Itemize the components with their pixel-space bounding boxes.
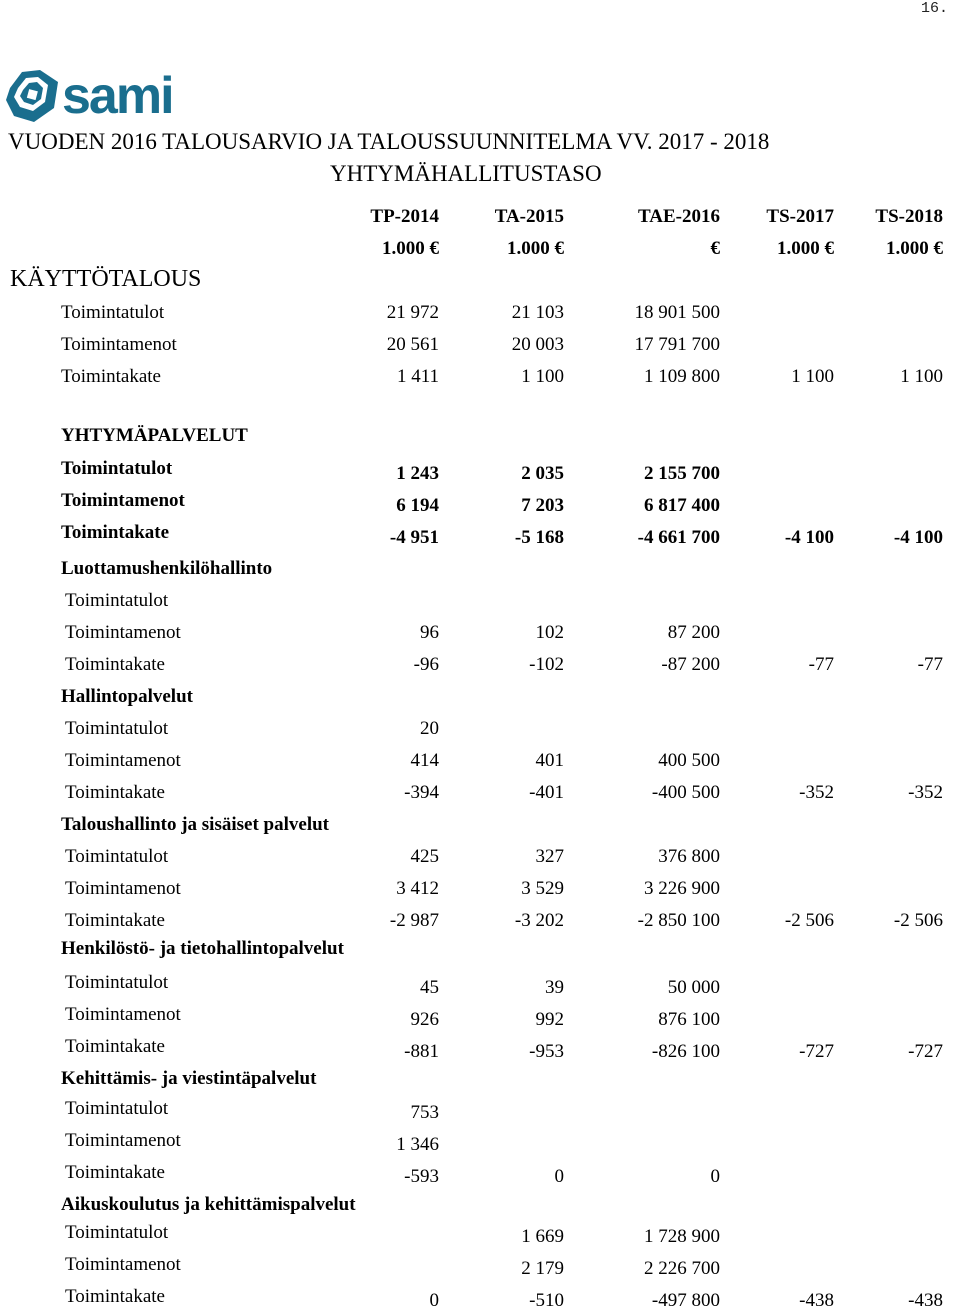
table-cell: -77	[808, 654, 834, 675]
table-cell: 753	[410, 1102, 439, 1123]
group-heading: YHTYMÄPALVELUT	[61, 425, 248, 446]
table-row	[0, 590, 960, 618]
page-number: 16.	[920, 0, 948, 17]
table-cell: -826 100	[651, 1041, 720, 1062]
logo-wordmark: sami	[62, 67, 173, 124]
table-cell: 17 791 700	[634, 334, 720, 355]
row-label: Toimintakate	[65, 1286, 165, 1307]
table-row	[0, 1222, 960, 1250]
table-cell: 376 800	[658, 846, 720, 867]
section-heading: KÄYTTÖTALOUS	[10, 266, 202, 292]
unit-label: 1.000 €	[382, 238, 439, 259]
table-cell: -953	[529, 1041, 564, 1062]
row-label: Toimintatulot	[65, 718, 169, 739]
row-label: Toimintakate	[65, 782, 165, 803]
table-row	[0, 654, 960, 682]
table-cell: -4 100	[784, 527, 834, 548]
row-label: Toimintatulot	[61, 458, 173, 479]
table-cell: 7 203	[521, 495, 564, 516]
group-heading: Luottamushenkilöhallinto	[61, 558, 273, 579]
table-cell: 1 109 800	[644, 366, 720, 387]
row-label: Toimintamenot	[65, 750, 181, 771]
row-label: Toimintakate	[65, 654, 165, 675]
row-label: Toimintakate	[65, 1036, 165, 1057]
row-label: Toimintatulot	[65, 590, 169, 611]
table-cell: 0	[554, 1166, 564, 1187]
group-heading-row	[0, 1194, 960, 1222]
row-label: Toimintakate	[61, 522, 170, 543]
row-label: Toimintamenot	[61, 490, 185, 511]
table-row	[0, 972, 960, 1000]
table-row	[0, 1004, 960, 1032]
group-heading: Taloushallinto ja sisäiset palvelut	[61, 814, 329, 835]
group-heading-row	[0, 938, 960, 966]
column-header: TAE-2016	[638, 206, 720, 227]
table-cell: 1 346	[396, 1134, 439, 1155]
table-cell: 1 669	[521, 1226, 564, 1247]
table-row	[0, 846, 960, 874]
table-cell: 1 100	[791, 366, 834, 387]
table-cell: 50 000	[667, 977, 720, 998]
page-title	[8, 126, 908, 190]
table-row	[0, 718, 960, 746]
unit-label: 1.000 €	[886, 238, 943, 259]
group-heading-row	[0, 425, 960, 453]
table-row	[0, 1130, 960, 1158]
table-row	[0, 878, 960, 906]
row-label: Toimintatulot	[61, 302, 165, 323]
row-label: Toimintakate	[65, 1162, 165, 1183]
table-cell: 992	[535, 1009, 564, 1030]
table-cell: -438	[799, 1290, 834, 1311]
group-heading: Henkilöstö- ja tietohallintopalvelut	[61, 938, 344, 959]
table-row	[0, 1036, 960, 1064]
table-cell: 1 411	[396, 366, 439, 387]
table-cell: -2 850 100	[637, 910, 720, 931]
table-cell: 2 226 700	[644, 1258, 720, 1279]
table-row	[0, 1098, 960, 1126]
table-cell: -593	[404, 1166, 439, 1187]
table-cell: 20	[420, 718, 439, 739]
table-cell: 21 103	[511, 302, 564, 323]
table-cell: 3 226 900	[644, 878, 720, 899]
row-label: Toimintamenot	[65, 878, 181, 899]
table-cell: 2 179	[521, 1258, 564, 1279]
group-heading: Hallintopalvelut	[61, 686, 193, 707]
table-cell: -102	[529, 654, 564, 675]
table-cell: -727	[908, 1041, 943, 1062]
unit-label: €	[710, 238, 720, 259]
table-row	[0, 750, 960, 778]
table-cell: 6 817 400	[644, 495, 720, 516]
table-cell: -4 951	[389, 527, 439, 548]
column-header-row	[0, 206, 960, 234]
table-row	[0, 782, 960, 810]
row-label: Toimintatulot	[65, 1098, 169, 1119]
unit-label: 1.000 €	[507, 238, 564, 259]
table-cell: 20 561	[386, 334, 439, 355]
table-row	[0, 458, 960, 486]
table-cell: 18 901 500	[634, 302, 720, 323]
row-label: Toimintakate	[61, 366, 161, 387]
row-label: Toimintakate	[65, 910, 165, 931]
sami-logo	[4, 66, 209, 124]
row-label: Toimintatulot	[65, 846, 169, 867]
table-cell: 20 003	[511, 334, 564, 355]
table-cell: -401	[529, 782, 564, 803]
table-cell: 102	[535, 622, 564, 643]
table-cell: -727	[799, 1041, 834, 1062]
group-heading-row	[0, 1068, 960, 1096]
table-cell: 39	[545, 977, 564, 998]
table-cell: -400 500	[651, 782, 720, 803]
table-row	[0, 490, 960, 518]
column-header: TA-2015	[494, 206, 564, 227]
table-cell: -96	[413, 654, 439, 675]
row-label: Toimintatulot	[65, 1222, 169, 1243]
table-cell: 87 200	[667, 622, 720, 643]
table-cell: 425	[410, 846, 439, 867]
table-row	[0, 910, 960, 938]
table-cell: 876 100	[658, 1009, 720, 1030]
column-header: TP-2014	[370, 206, 439, 227]
table-cell: 3 529	[521, 878, 564, 899]
table-cell: -881	[404, 1041, 439, 1062]
table-cell: -352	[799, 782, 834, 803]
row-label: Toimintamenot	[65, 1254, 181, 1275]
row-label: Toimintamenot	[65, 622, 181, 643]
table-cell: -87 200	[661, 654, 720, 675]
table-cell: -3 202	[514, 910, 564, 931]
table-row	[0, 302, 960, 330]
table-cell: -438	[908, 1290, 943, 1311]
row-label: Toimintatulot	[65, 972, 169, 993]
table-cell: 327	[535, 846, 564, 867]
table-cell: 401	[535, 750, 564, 771]
table-cell: 1 100	[900, 366, 943, 387]
group-heading-row	[0, 814, 960, 842]
table-row	[0, 1254, 960, 1282]
section-heading-row	[0, 266, 960, 294]
table-cell: -5 168	[514, 527, 564, 548]
table-row	[0, 622, 960, 650]
title-line-2: YHTYMÄHALLITUSTASO	[330, 161, 602, 186]
table-cell: 1 243	[396, 463, 439, 484]
column-header: TS-2017	[766, 206, 834, 227]
title-line-1: VUODEN 2016 TALOUSARVIO JA TALOUSSUUNNITELMA VV. 2017 - 2018	[8, 129, 770, 154]
unit-row	[0, 238, 960, 266]
table-cell: -352	[908, 782, 943, 803]
table-cell: 2 035	[521, 463, 564, 484]
table-row	[0, 522, 960, 550]
table-cell: 21 972	[386, 302, 439, 323]
table-cell: -4 661 700	[637, 527, 720, 548]
logo-emblem-icon	[6, 70, 58, 122]
table-cell: 96	[420, 622, 439, 643]
row-label: Toimintamenot	[65, 1004, 181, 1025]
table-cell: -497 800	[651, 1290, 720, 1311]
group-heading: Kehittämis- ja viestintäpalvelut	[61, 1068, 317, 1089]
group-heading-row	[0, 686, 960, 714]
table-cell: 400 500	[658, 750, 720, 771]
table-cell: -77	[917, 654, 943, 675]
table-cell: 2 155 700	[644, 463, 720, 484]
table-cell: -2 506	[784, 910, 834, 931]
table-cell: -2 506	[893, 910, 943, 931]
group-heading: Aikuskoulutus ja kehittämispalvelut	[61, 1194, 356, 1215]
table-row	[0, 366, 960, 394]
table-cell: -394	[404, 782, 439, 803]
table-cell: 6 194	[396, 495, 439, 516]
table-row	[0, 1162, 960, 1190]
table-cell: -2 987	[389, 910, 439, 931]
table-cell: 0	[710, 1166, 720, 1187]
column-header: TS-2018	[875, 206, 943, 227]
table-cell: -510	[529, 1290, 564, 1311]
row-label: Toimintamenot	[65, 1130, 181, 1151]
table-cell: 45	[420, 977, 439, 998]
unit-label: 1.000 €	[777, 238, 834, 259]
table-cell: 414	[410, 750, 439, 771]
row-label: Toimintamenot	[61, 334, 177, 355]
table-cell: 926	[410, 1009, 439, 1030]
table-cell: 3 412	[396, 878, 439, 899]
table-cell: -4 100	[893, 527, 943, 548]
table-row	[0, 334, 960, 362]
group-heading-row	[0, 558, 960, 586]
table-cell: 1 100	[521, 366, 564, 387]
table-cell: 0	[429, 1290, 439, 1311]
table-cell: 1 728 900	[644, 1226, 720, 1247]
